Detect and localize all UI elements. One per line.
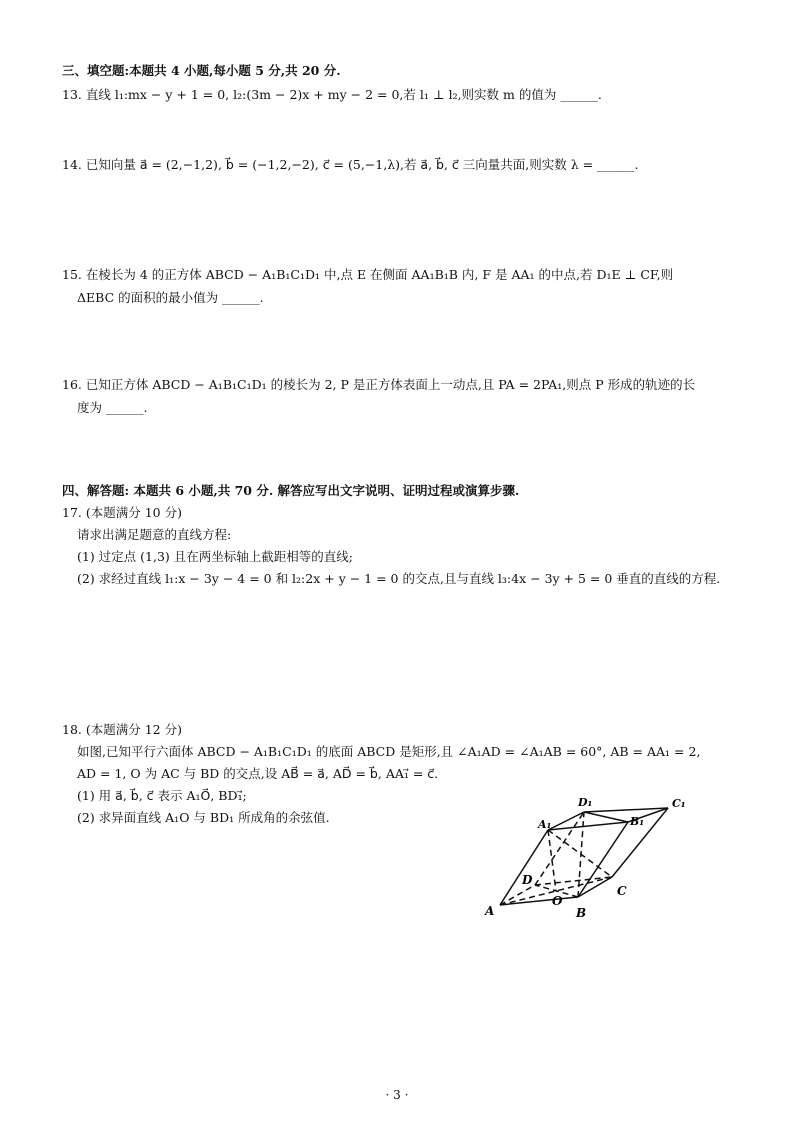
edge-a-a1 xyxy=(500,830,548,905)
question-17-intro: 请求出满足题意的直线方程: xyxy=(77,527,232,542)
label-d1: D₁ xyxy=(578,796,593,809)
parallelepiped-figure xyxy=(478,792,708,924)
question-17-title: 17. (本题满分 10 分) xyxy=(62,505,182,520)
section-4-heading: 四、解答题: 本题共 6 小题,共 70 分. 解答应写出文字说明、证明过程或演算步骤. xyxy=(62,483,520,498)
label-d: D xyxy=(522,873,533,887)
edge-d1-c1 xyxy=(584,808,668,812)
question-17-part-1: (1) 过定点 (1,3) 且在两坐标轴上截距相等的直线; xyxy=(77,549,353,564)
question-18-part-1: (1) 用 a⃗, b⃗, c⃗ 表示 A₁O⃗, BD₁⃗; xyxy=(77,788,247,803)
question-18-line-1: 如图,已知平行六面体 ABCD − A₁B₁C₁D₁ 的底面 ABCD 是矩形,且 ∠A₁AD = ∠A₁AB = 60°, AB = AA₁ = 2, xyxy=(77,744,701,759)
line-d1-b1 xyxy=(584,812,628,822)
question-18-line-2: AD = 1, O 为 AC 与 BD 的交点,设 AB⃗ = a⃗, AD⃗ = b⃗, AA₁⃗ = c⃗. xyxy=(77,766,439,781)
label-c: C xyxy=(617,884,627,898)
label-a: A xyxy=(485,904,495,918)
label-a1: A₁ xyxy=(538,818,552,831)
question-17-part-2: (2) 求经过直线 l₁:x − 3y − 4 = 0 和 l₂:2x + y − 1 = 0 的交点,且与直线 l₃:4x − 3y + 5 = 0 垂直的直线的方程. xyxy=(77,571,721,586)
question-14: 14. 已知向量 a⃗ = (2,−1,2), b⃗ = (−1,2,−2), c⃗ = (5,−1,λ),若 a⃗, b⃗, c⃗ 三向量共面,则实数 λ = ______. xyxy=(62,157,639,172)
line-a1-o xyxy=(548,830,556,891)
question-15-line-1: 15. 在棱长为 4 的正方体 ABCD − A₁B₁C₁D₁ 中,点 E 在侧面 AA₁B₁B 内, F 是 AA₁ 的中点,若 D₁E ⊥ CF,则 xyxy=(62,267,674,282)
question-16-line-2: 度为 ______. xyxy=(77,400,148,415)
question-15-line-2: ΔEBC 的面积的最小值为 ______. xyxy=(77,290,264,305)
question-18-title: 18. (本题满分 12 分) xyxy=(62,722,182,737)
line-a1-c xyxy=(548,830,612,877)
question-16-line-1: 16. 已知正方体 ABCD − A₁B₁C₁D₁ 的棱长为 2, P 是正方体表面上一动点,且 PA = 2PA₁,则点 P 形成的轨迹的长 xyxy=(62,377,696,392)
label-c1: C₁ xyxy=(672,797,686,810)
label-b1: B₁ xyxy=(630,815,645,828)
section-3-heading: 三、填空题:本题共 4 小题,每小题 5 分,共 20 分. xyxy=(62,63,341,78)
question-18-part-2: (2) 求异面直线 A₁O 与 BD₁ 所成角的余弦值. xyxy=(77,810,330,825)
label-b: B xyxy=(576,906,587,920)
question-13: 13. 直线 l₁:mx − y + 1 = 0, l₂:(3m − 2)x + my − 2 = 0,若 l₁ ⊥ l₂,则实数 m 的值为 ______. xyxy=(62,87,602,102)
label-o: O xyxy=(552,894,563,908)
edge-b-c xyxy=(578,877,612,897)
page-number: · 3 · xyxy=(385,1088,409,1102)
